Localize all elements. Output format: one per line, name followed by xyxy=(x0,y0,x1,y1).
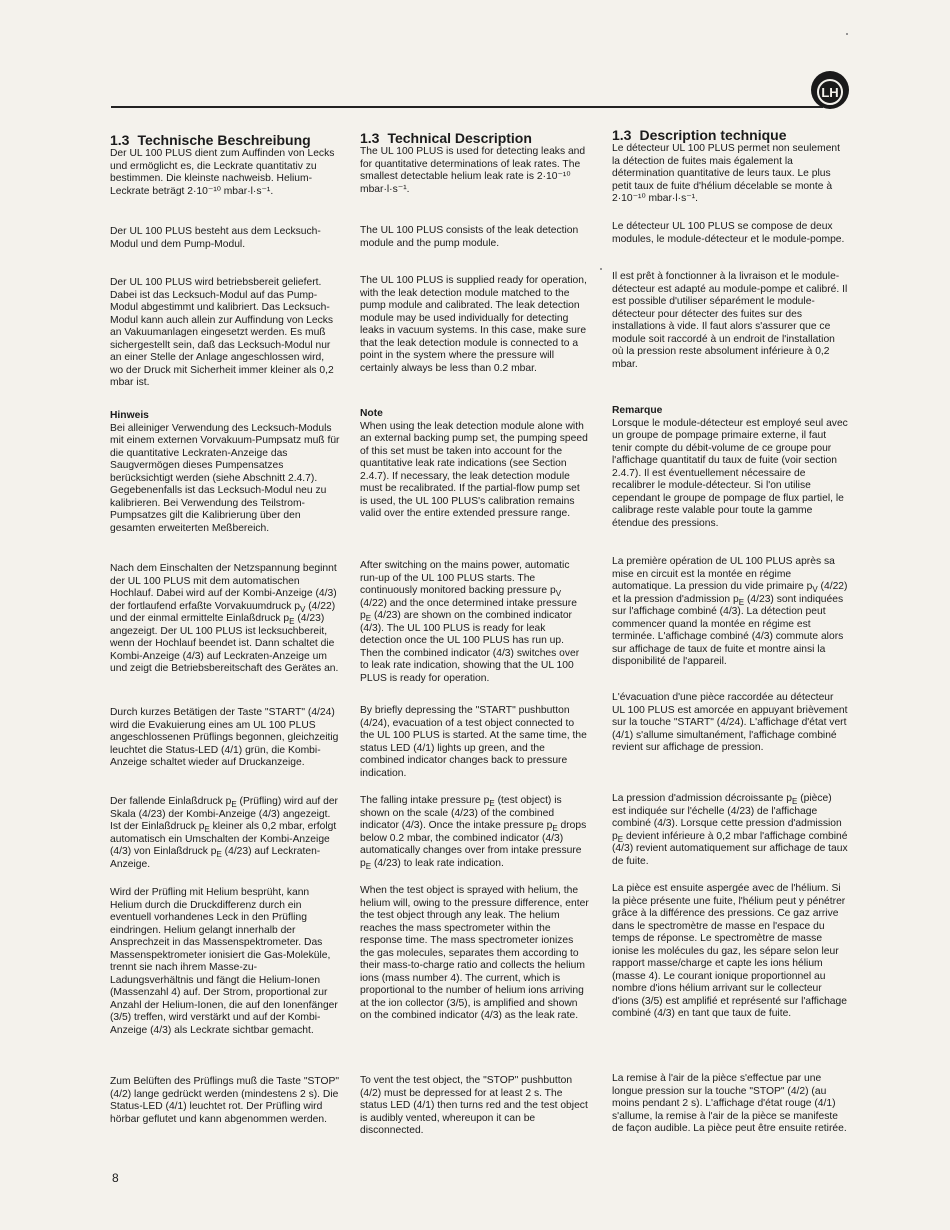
paragraph-fr-3: Il est prêt à fonctionner à la livraison et le module-détecteur est adapté au module-pompe et calibré. Il est possible d'utiliser séparément le module-détecteur pour détecter des fuites sur des installations à vide. Il faut alors s'assurer que ce module soit raccordé à un endroit de l'installation où la pression reste absolument inférieure à 0,2 mbar. xyxy=(612,271,848,370)
paragraph-en-4: After switching on the mains power, automatic run-up of the UL 100 PLUS starts. The continuously monitored backing pressure $p_V$ (4/22) and the once determined intake pressure $p_E$ (4/23) are shown on the combined indicator (4/3). The UL 100 PLUS is ready for leak detection once the UL 100 PLUS has run up. Then the combined indicator (4/3) switches over to leak rate indication, showing that the UL 100 PLUS is ready for operation. xyxy=(360,560,580,684)
paragraph-en-3: The UL 100 PLUS is supplied ready for operation, with the leak detection module matched to the pump module and calibrated. The leak detection module may be used individually for detecting leaks in vacuum systems. In this case, make sure that the leak detection module is connected to a point in the system where the pressure will certainly always be less than 0.2 mbar. xyxy=(360,275,587,374)
paragraph-fr-5: L'évacuation d'une pièce raccordée au détecteur UL 100 PLUS est amorcée en appuyant brièvement sur la touche "START" (4/24). L'affichage d'état vert (4/1) s'allume simultanément, l'affichage combiné revient sur affichage de pression. xyxy=(612,692,848,753)
page-number: 8 xyxy=(112,1171,119,1185)
note-title-en: Note xyxy=(360,408,383,419)
note-text-de: Bei alleiniger Verwendung des Lecksuch-Moduls mit einem externen Vorvakuum-Pumpsatz muß für die quantitative Leckraten-Anzeige das Saugvermögen dieses Pumpensatzes berücksichtigt werden (siehe Abschnitt 2.4.7). Gegebenenfalls ist das Lecksuch-Modul neu zu kalibrieren. Bei Verwendung des Teilstrom-Pumpsatzes gilt die Kalibrierung über den gesamten erweiterten Meßbereich. xyxy=(110,422,340,534)
svg-text:LH: LH xyxy=(821,85,839,100)
paragraph-de-7: Wird der Prüfling mit Helium besprüht, kann Helium durch die Druckdifferenz durch ein eventuell vorhandenes Leck in den Prüfling eindringen. Helium gelangt innerhalb der Ansprechzeit in das Massenspektrometer. Das Massenspektrometer ionisiert die Gas-Moleküle, trennt sie nach ihrem Masse-zu-Ladungsverhältnis und fängt die Helium-Ionen (Massenzahl 4) auf. Der Strom, proportional zur Anzahl der Helium-Ionen, die auf den Ionenfänger (3/5) treffen, wird verstärkt und auf der Kombi-Anzeige (4/3) als Leckrate sichtbar gemacht. xyxy=(110,887,338,1036)
paragraph-de-6: Der fallende Einlaßdruck $p_E$ (Prüfling) wird auf der Skala (4/23) der Kombi-Anzeige (4/3) angezeigt. Ist der Einlaßdruck $p_E$ kleiner als 0,2 mbar, erfolgt automatisch ein Umschalten der Kombi-Anzeige (4/3) von Einlaßdruck $p_E$ (4/23) auf Leckraten-Anzeige. xyxy=(110,796,338,870)
paragraph-fr-2: Le détecteur UL 100 PLUS se compose de deux modules, le module-détecteur et le module-pompe. xyxy=(612,221,845,245)
paragraph-de-1: Der UL 100 PLUS dient zum Auffinden von Lecks und ermöglicht es, die Leckrate quantitativ zu bestimmen. Die kleinste nachweisb. Helium-Leckrate beträgt 2·10⁻¹⁰ mbar·l·s⁻¹. xyxy=(110,148,335,197)
heading-de: 1.3 Technische Beschreibung xyxy=(110,132,311,148)
note-text-en: When using the leak detection module alone with an external backing pump set, the pumping speed of this set must be taken into account for the quantitative leak rate indications (see Section 2.4.7). If necessary, the leak detection module must be recalibrated. If the partial-flow pump set is used, the UL 100 PLUS's calibration remains valid over the entire extended pressure range. xyxy=(360,420,588,519)
note-text-fr: Lorsque le module-détecteur est employé seul avec un groupe de pompage primaire externe, il faut tenir compte du débit-volume de ce groupe pour l'affichage quantitatif du taux de fuite (voir section 2.4.7). Il est éventuellement nécessaire de recalibrer le module-détecteur. Si l'on utilise cependant le groupe de pompage de flux partiel, le calibrage reste valable pour toute la gamme étendue des pressions. xyxy=(612,417,848,529)
paragraph-en-1: The UL 100 PLUS is used for detecting leaks and for quantitative determinations of leak rates. The smallest detectable helium leak rate is 2·10⁻¹⁰ mbar·l·s⁻¹. xyxy=(360,146,586,195)
paragraph-fr-4: La première opération de UL 100 PLUS après sa mise en circuit est la montée en régime automatique. La pression du vide primaire $p_V$ (4/22) et la pression d'admission $p_E$ (4/23) sont indiquées sur l'affichage combiné (4/3). La détection peut commencer quand la montée en régime est terminée. L'affichage combiné (4/3) commute alors sur affichage de taux de fuite et montre ainsi la disponibilité de l'appareil. xyxy=(612,556,848,667)
company-logo xyxy=(810,70,850,110)
paragraph-de-4: Nach dem Einschalten der Netzspannung beginnt der UL 100 PLUS mit dem automatischen Hochlauf. Dabei wird auf der Kombi-Anzeige (4/3) der fortlaufend erfaßte Vorvakuumdruck $p_V$ (4/22) und der einmal ermittelte Einlaßdruck $p_E$ (4/23) angezeigt. Der UL 100 PLUS ist lecksuchbereit, wenn der Hochlauf beendet ist. Dann schaltet die Kombi-Anzeige (4/3) auf Leckraten-Anzeige um und zeigt die Betriebsbereitschaft des Gerätes an. xyxy=(110,563,339,674)
paragraph-de-2: Der UL 100 PLUS besteht aus dem Lecksuch-Modul und dem Pump-Modul. xyxy=(110,226,321,250)
header-rule xyxy=(111,106,823,108)
paragraph-de-5: Durch kurzes Betätigen der Taste "START" (4/24) wird die Evakuierung eines am UL 100 PLUS angeschlossenen Prüflings begonnen, gleichzeitig leuchtet die Status-LED (4/1) grün, die Kombi-Anzeige schaltet wieder auf Druckanzeige. xyxy=(110,707,339,768)
paragraph-de-3: Der UL 100 PLUS wird betriebsbereit geliefert. Dabei ist das Lecksuch-Modul auf das Pump-Modul abgestimmt und kalibriert. Das Lecksuch-Modul kann auch allein zur Auffindung von Lecks an Vakuumanlagen eingesetzt werden. Es muß sichergestellt sein, daß das Lecksuch-Modul nur an einer Stelle der Anlage angeschlossen wird, wo der Druck mit Sicherheit immer kleiner als 0,2 mbar ist. xyxy=(110,277,334,388)
paragraph-fr-6: La pression d'admission décroissante $p_E$ (pièce) est indiquée sur l'échelle (4/23) de l'affichage combiné (4/3). Lorsque cette pression d'admission $p_E$ devient inférieure à 0,2 mbar l'affichage combiné (4/3) revient automatiquement sur affichage de taux de fuite. xyxy=(612,793,848,867)
scan-speck xyxy=(846,33,848,35)
paragraph-en-6: The falling intake pressure $p_E$ (test object) is shown on the scale (4/23) of the combined indicator (4/3). Once the intake pressure $p_E$ drops below 0.2 mbar, the combined indicator (4/3) automatically changes over from intake pressure $p_E$ (4/23) to leak rate indication. xyxy=(360,795,587,871)
heading-fr: 1.3 Description technique xyxy=(612,127,787,143)
paragraph-fr-7: La pièce est ensuite aspergée avec de l'hélium. Si la pièce présente une fuite, l'hélium peut y pénétrer grâce à la différence des pressions. Ce gaz arrive dans le spectromètre de masse en l'espace du temps de réponse. Le spectromètre de masse ionise les molécules du gaz, les sépare selon leur rapport masse/charge et capte les ions hélium (masse 4). Le courant ionique proportionnel au nombre d'ions hélium arrivant sur le collecteur d'ions (3/5) est amplifié et représenté sur l'affichage combiné (4/3) en tant que taux de fuite. xyxy=(612,883,847,1019)
paragraph-en-8: To vent the test object, the "STOP" pushbutton (4/2) must be depressed for at least 2 s. The status LED (4/1) then turns red and the test object is audibly vented, whereupon it can be disconnected. xyxy=(360,1075,588,1136)
note-en xyxy=(360,408,590,521)
heading-en: 1.3 Technical Description xyxy=(360,130,532,146)
note-title-de: Hinweis xyxy=(110,410,149,421)
paragraph-en-5: By briefly depressing the "START" pushbutton (4/24), evacuation of a test object connected to the UL 100 PLUS is started. At the same time, the status LED (4/1) lights up green, and the combined indicator changes back to pressure indication. xyxy=(360,705,587,779)
paragraph-fr-1: Le détecteur UL 100 PLUS permet non seulement la détection de fuites mais également la détermination quantitative de leurs taux. Le plus petit taux de fuite d'hélium décelable se monte à 2·10⁻¹⁰ mbar·l·s⁻¹. xyxy=(612,143,841,204)
note-title-fr: Remarque xyxy=(612,405,663,416)
scan-speck xyxy=(600,268,602,270)
paragraph-en-7: When the test object is sprayed with helium, the helium will, owing to the pressure difference, enter the test object through any leak. The helium reaches the mass spectrometer within the response time. The mass spectrometer ionizes the gas molecules, separates them according to their mass-to-charge ratio and collects the helium ions (mass number 4). The current, which is proportional to the number of helium ions arriving at the ion collector (3/5), is amplified and shown on the combined indicator (4/3) as the leak rate. xyxy=(360,885,589,1021)
paragraph-fr-8: La remise à l'air de la pièce s'effectue par une longue pression sur la touche "STOP" (4/2) (au moins pendant 2 s). L'affichage d'état rouge (4/1) s'allume, la remise à l'air de la pièce se manifeste de façon audible. La pièce peut être ensuite retirée. xyxy=(612,1073,847,1134)
paragraph-de-8: Zum Belüften des Prüflings muß die Taste "STOP" (4/2) lange gedrückt werden (mindestens 2 s). Die Status-LED (4/1) leuchtet rot. Der Prüfling wird hörbar geflutet und kann abgenommen werden. xyxy=(110,1076,339,1125)
note-de xyxy=(110,410,340,535)
paragraph-en-2: The UL 100 PLUS consists of the leak detection module and the pump module. xyxy=(360,225,579,249)
note-fr xyxy=(612,405,848,530)
